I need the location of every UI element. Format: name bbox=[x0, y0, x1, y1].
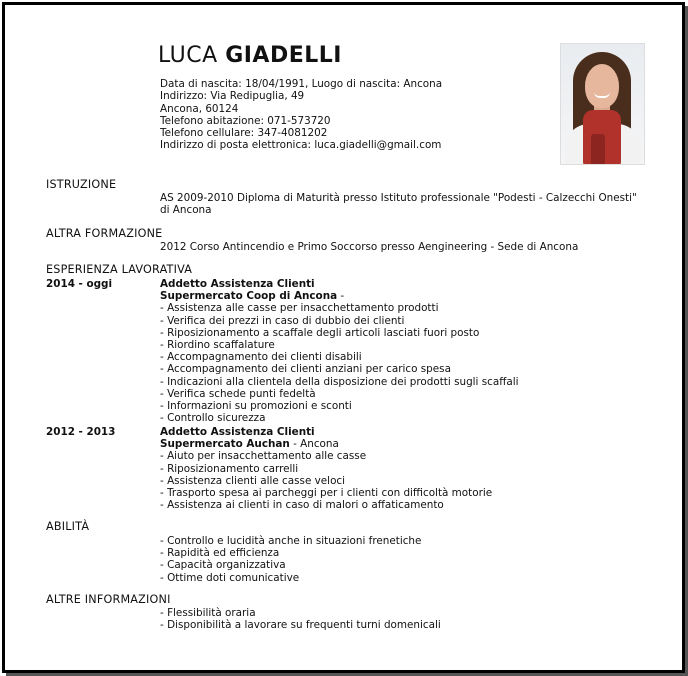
list-item: - Riposizionamento carrelli bbox=[160, 463, 630, 475]
list-item: - Riordino scaffalature bbox=[160, 339, 630, 351]
job-period: 2014 - oggi bbox=[46, 278, 113, 290]
list-item: - Aiuto per insacchettamento alle casse bbox=[160, 450, 630, 462]
list-item: - Assistenza clienti alle casse veloci bbox=[160, 475, 630, 487]
cv-name bbox=[158, 43, 342, 68]
altra-formazione-text: 2012 Corso Antincendio e Primo Soccorso presso Aengineering - Sede di Ancona bbox=[160, 241, 579, 253]
contact-email: Indirizzo di posta elettronica: luca.giadelli@gmail.com bbox=[160, 139, 442, 152]
skills-list bbox=[160, 535, 630, 584]
list-item: - Controllo sicurezza bbox=[160, 412, 630, 424]
job-company-name: Supermercato Coop di Ancona bbox=[160, 290, 338, 303]
contact-birth: Data di nascita: 18/04/1991, Luogo di nascita: Ancona bbox=[160, 78, 443, 90]
list-item: - Trasporto spesa ai parcheggi per i clienti con difficoltà motorie bbox=[160, 487, 630, 499]
job-entry bbox=[160, 426, 630, 511]
job-company-name: Supermercato Auchan bbox=[160, 438, 290, 451]
job-company bbox=[160, 290, 630, 302]
list-item: - Indicazioni alla clientela della disposizione dei prodotti sugli scaffali bbox=[160, 376, 630, 388]
list-item: - Controllo e lucidità anche in situazioni frenetiche bbox=[160, 535, 630, 547]
other-info-list bbox=[160, 607, 630, 631]
abilita-list bbox=[160, 535, 630, 584]
contact-info bbox=[160, 78, 540, 152]
list-item: - Verifica schede punti fedeltà bbox=[160, 388, 630, 400]
list-item: - Disponibilità a lavorare su frequenti turni domenicali bbox=[160, 619, 630, 631]
job-company-suffix: - Ancona bbox=[289, 438, 339, 451]
job-entry bbox=[160, 278, 630, 424]
job-tasks bbox=[160, 302, 630, 424]
section-title-altre-informazioni: ALTRE INFORMAZIONI bbox=[46, 593, 171, 606]
list-item: - Assistenza ai clienti in caso di malori o affaticamento bbox=[160, 499, 630, 511]
section-title-abilita: ABILITÀ bbox=[46, 520, 90, 533]
last-name: GIADELLI bbox=[225, 43, 342, 68]
contact-mobile-phone: Telefono cellulare: 347-4081202 bbox=[160, 127, 328, 140]
job-tasks bbox=[160, 450, 630, 511]
list-item: - Riposizionamento a scaffale degli articoli lasciati fuori posto bbox=[160, 327, 630, 339]
altre-informazioni-list bbox=[160, 607, 630, 631]
job-period: 2012 - 2013 bbox=[46, 426, 116, 438]
list-item: - Flessibilità oraria bbox=[160, 607, 630, 619]
contact-address: Indirizzo: Via Redipuglia, 49 bbox=[160, 90, 305, 103]
contact-home-phone: Telefono abitazione: 071-573720 bbox=[160, 114, 331, 127]
section-title-esperienza: ESPERIENZA LAVORATIVA bbox=[46, 263, 193, 276]
istruzione-text bbox=[160, 192, 637, 217]
section-title-altra-formazione: ALTRA FORMAZIONE bbox=[46, 227, 163, 240]
first-name: LUCA bbox=[158, 43, 218, 68]
list-item: - Ottime doti comunicative bbox=[160, 572, 630, 584]
cv-page bbox=[2, 2, 685, 673]
profile-photo bbox=[560, 43, 645, 165]
list-item: - Informazioni su promozioni e sconti bbox=[160, 400, 630, 412]
list-item: - Accompagnamento dei clienti anziani per carico spesa bbox=[160, 363, 630, 375]
job-role: Addetto Assistenza Clienti bbox=[160, 278, 315, 290]
istruzione-line-1: AS 2009-2010 Diploma di Maturità presso Istituto professionale "Podesti - Calzecchi Onesti" bbox=[160, 192, 637, 204]
contact-city: Ancona, 60124 bbox=[160, 102, 239, 115]
job-company-suffix: - bbox=[337, 290, 345, 303]
job-company bbox=[160, 438, 630, 450]
list-item: - Verifica dei prezzi in caso di dubbio dei clienti bbox=[160, 315, 630, 327]
list-item: - Rapidità ed efficienza bbox=[160, 547, 630, 559]
section-title-istruzione: ISTRUZIONE bbox=[46, 178, 117, 191]
list-item: - Capacità organizzativa bbox=[160, 559, 630, 571]
list-item: - Assistenza alle casse per insacchettamento prodotti bbox=[160, 302, 630, 314]
job-role: Addetto Assistenza Clienti bbox=[160, 426, 315, 438]
list-item: - Accompagnamento dei clienti disabili bbox=[160, 351, 630, 363]
istruzione-line-2: di Ancona bbox=[160, 204, 212, 217]
